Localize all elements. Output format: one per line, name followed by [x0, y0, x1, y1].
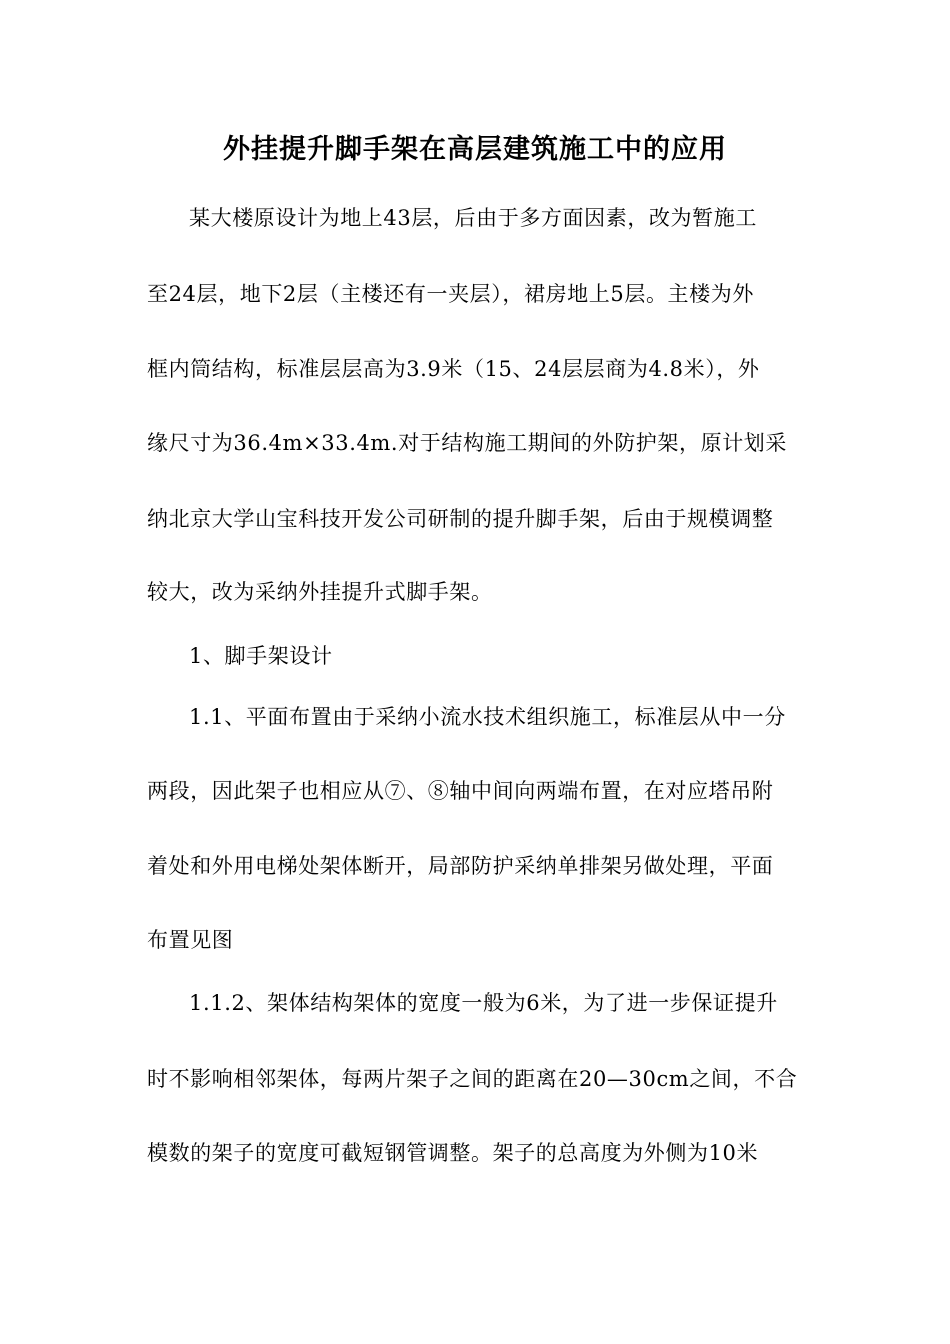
paragraph-line: 时不影响相邻架体，每两片架子之间的距离在20—30cm之间，不合	[147, 1067, 798, 1091]
paragraph-line: 缘尺寸为36.4m×33.4m.对于结构施工期间的外防护架，原计划采	[147, 431, 788, 455]
paragraph-line: 两段，因此架子也相应从⑦、⑧轴中间向两端布置，在对应塔吊附	[147, 779, 774, 803]
paragraph-line: 布置见图	[147, 928, 234, 952]
paragraph-line: 1.1.2、架体结构架体的宽度一般为6米，为了进一步保证提升	[189, 991, 778, 1015]
paragraph-line: 至24层，地下2层（主楼还有一夹层），裙房地上5层。主楼为外	[147, 282, 754, 306]
paragraph-line: 1.1、平面布置由于采纳小流水技术组织施工，标准层从中一分	[189, 705, 786, 729]
section-heading: 1、脚手架设计	[189, 644, 333, 668]
paragraph-line: 着处和外用电梯处架体断开，局部防护采纳单排架另做处理，平面	[147, 854, 774, 878]
paragraph-line: 框内筒结构，标准层层高为3.9米（15、24层层商为4.8米），外	[147, 357, 760, 381]
paragraph-line: 模数的架子的宽度可截短钢管调整。架子的总高度为外侧为10米	[147, 1141, 759, 1165]
paragraph-line: 较大，改为采纳外挂提升式脚手架。	[147, 580, 493, 604]
document-title: 外挂提升脚手架在高层建筑施工中的应用	[223, 134, 727, 165]
paragraph-line: 纳北京大学山宝科技开发公司研制的提升脚手架，后由于规模调整	[147, 507, 774, 531]
paragraph-line: 某大楼原设计为地上43层，后由于多方面因素，改为暂施工	[189, 206, 757, 230]
